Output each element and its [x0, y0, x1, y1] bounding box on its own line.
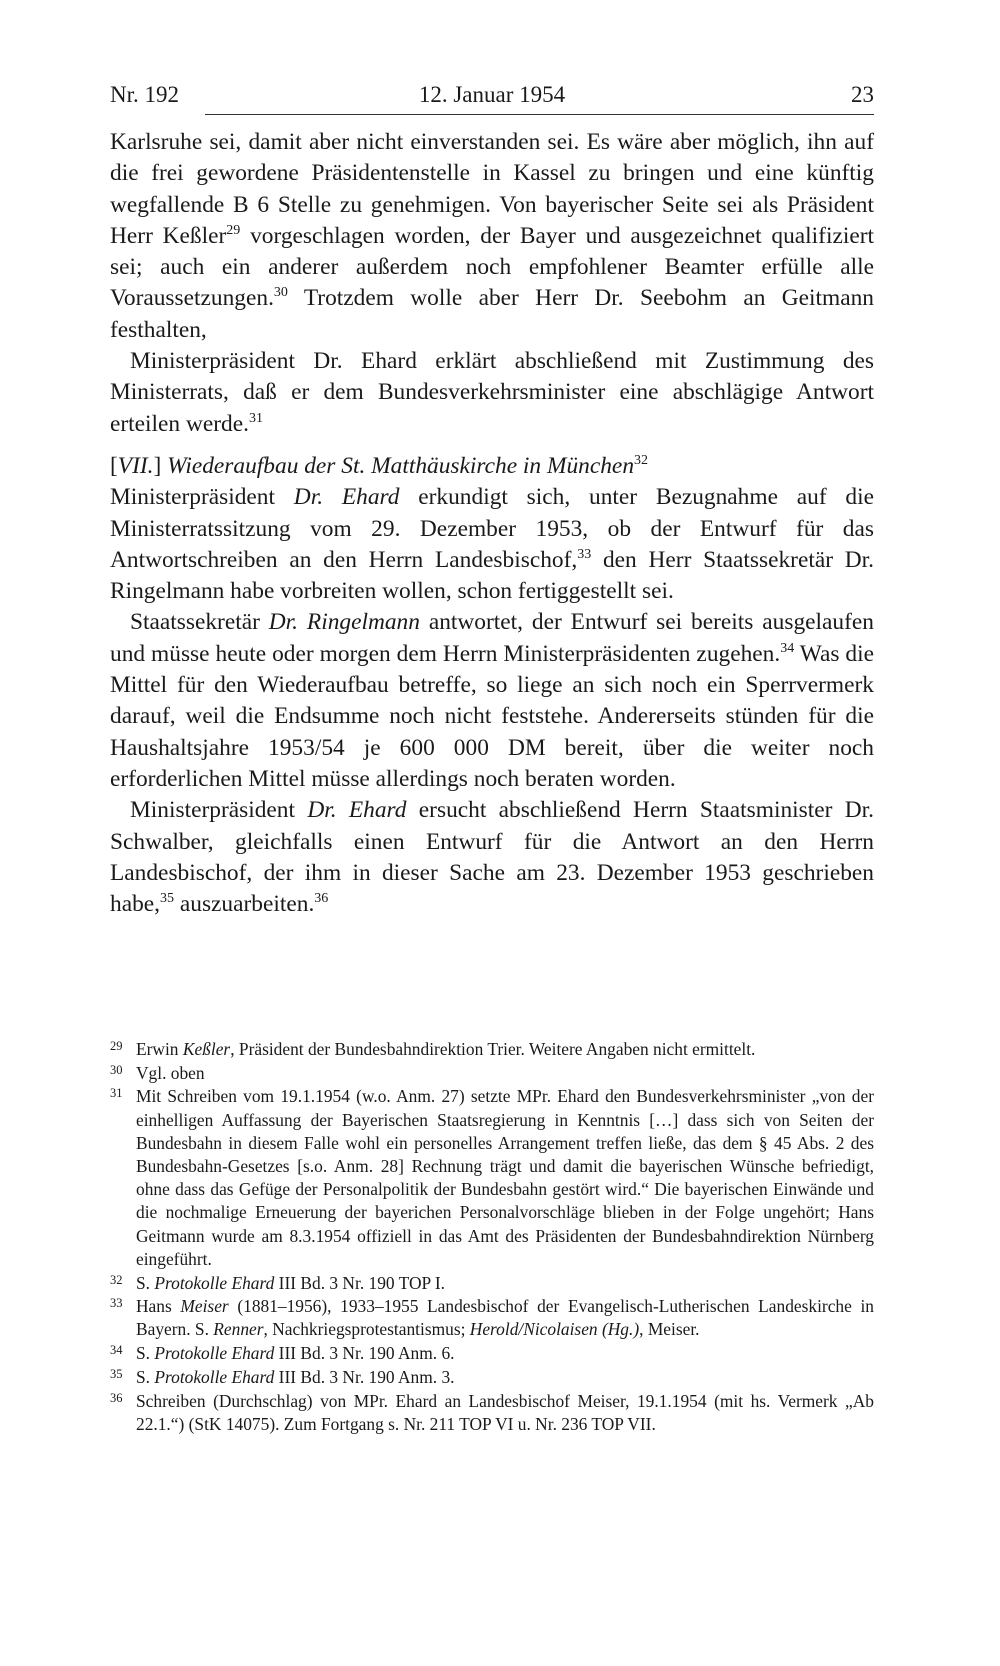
footnote-number: 31 — [110, 1086, 123, 1101]
text: Ministerpräsident — [110, 484, 294, 511]
text: vorgeschlagen worden, der Bayer und ausgezeichnet qualifiziert sei; auch ein anderer außerdem noch empfohlener Beamter erfülle alle Voraussetzungen. — [110, 222, 874, 312]
paragraph-4 — [110, 607, 874, 795]
text: antwortet, der Entwurf sei bereits ausgelaufen und müsse heute oder morgen dem Herrn Ministerpräsidenten zugehen. — [110, 609, 874, 667]
text: Ministerpräsident Dr. Ehard erklärt abschließend mit Zustimmung des Ministerrats, daß er dem Bundesverkehrsminister eine abschlägige Antwort erteilen werde. — [110, 348, 874, 437]
text: (1881–1956), 1933–1955 Landesbischof der Evangelisch-Lutherischen Landeskirche in Bayern. S. — [136, 1296, 874, 1340]
person-name: Meiser — [180, 1296, 229, 1317]
footnote-number: 36 — [110, 1390, 123, 1405]
section-number: VII. — [117, 452, 154, 479]
footnote-ref-32[interactable]: 32 — [634, 452, 649, 468]
footnote-ref-35[interactable]: 35 — [160, 891, 175, 907]
text: den Herr Staatssekretär Dr. Ringelmann habe vorbreiten wollen, schon fertiggestellt sei. — [110, 546, 874, 605]
document-number: Nr. 192 — [110, 82, 179, 107]
document-date: 12. Januar 1954 — [418, 82, 566, 107]
speaker-name: Dr. Ehard — [293, 484, 400, 511]
text: erkundigt sich, unter Bezugnahme auf die Ministerratssitzung vom 29. Dezember 1953, ob der Entwurf für das Antwortschreiben an den Herrn Landesbischof, — [110, 484, 874, 573]
section-heading — [110, 451, 874, 482]
footnote-30 — [110, 1062, 874, 1085]
main-text — [110, 127, 874, 920]
text: Schreiben (Durchschlag) von MPr. Ehard an Landesbischof Meiser, 19.1.1954 (mit hs. Vermerk „Ab 22.1.“) (StK 14075). Zum Fortgang s. Nr. 211 TOP VI u. Nr. 236 TOP VII. — [136, 1390, 874, 1434]
footnote-number: 32 — [110, 1272, 123, 1287]
bracket: [ — [110, 452, 118, 479]
source-title: Protokolle Ehard — [154, 1272, 275, 1293]
text: Hans — [136, 1296, 181, 1317]
page — [110, 80, 874, 920]
author-name: Renner — [213, 1319, 264, 1340]
text: Karlsruhe sei, damit aber nicht einverstanden sei. Es wäre aber möglich, ihn auf die frei gewordene Präsidentenstelle in Kassel zu bringen und eine künftig wegfallende B 6 Stelle zu genehmigen. Von bayerischer Seite sei als Präsident Herr Keßler — [110, 129, 874, 249]
person-name: Keßler — [182, 1039, 231, 1059]
text: Trotzdem wolle aber Herr Dr. Seebohm an Geitmann festhalten, — [110, 285, 874, 343]
text: Ministerpräsident — [130, 797, 308, 824]
bracket: ] — [153, 452, 168, 479]
source-title: Protokolle Ehard — [154, 1366, 275, 1387]
footnote-29 — [110, 1038, 874, 1061]
paragraph-3 — [110, 482, 874, 607]
text: III Bd. 3 Nr. 190 Anm. 3. — [274, 1366, 455, 1387]
footnote-ref-36[interactable]: 36 — [314, 891, 329, 907]
text: Was die Mittel für den Wiederaufbau betreffe, so liege an sich noch ein Sperrvermerk darauf, weil die Endsumme noch nicht feststehe. Andererseits stünden für die Haushaltsjahre 1953/54 je 600 000 DM bereit, über die weiter noch erforderlichen Mittel müsse allerdings noch beraten worden. — [110, 640, 874, 792]
footnote-31 — [110, 1085, 874, 1271]
footnote-ref-31[interactable]: 31 — [248, 410, 263, 426]
paragraph-1 — [110, 127, 874, 346]
source-title: Protokolle Ehard — [154, 1343, 275, 1364]
text: Mit Schreiben vom 19.1.1954 (w.o. Anm. 27) setzte MPr. Ehard den Bundesverkehrsminister „von der einhelligen Auffassung der Bayerischen Staatsregierung in Kenntnis […] dass sich von Seiten der Bundesbahn in diesem Falle wohl ein personelles Arrangement treffen ließe, das dem § 45 Abs. 2 des Bundesbahn-Gesetzes [s.o. Anm. 28] Rechnung trägt und damit die bayerischen Wünsche befriedigt, ohne dass das Gefüge der Personalpolitik der Bundesbahn gestört wird.“ Die bayerischen Einwände und die nochmalige Erneuerung der bayerichen Personalvorschläge blieben in der Folge ungehört; Hans Geitmann wurde am 8.3.1954 offiziell in das Amt des Präsidenten der Bundesbahndirektion Nürnberg eingeführt. — [136, 1086, 874, 1269]
speaker-name: Dr. Ringelmann — [268, 609, 420, 636]
footnote-32 — [110, 1272, 874, 1295]
footnotes — [110, 1038, 874, 1436]
footnote-ref-33[interactable]: 33 — [577, 546, 592, 562]
text: auszuarbeiten. — [174, 891, 315, 918]
speaker-name: Dr. Ehard — [307, 797, 407, 824]
running-header — [110, 80, 874, 116]
footnote-36 — [110, 1390, 874, 1436]
text: III Bd. 3 Nr. 190 Anm. 6. — [274, 1343, 455, 1364]
footnote-ref-30[interactable]: 30 — [273, 285, 288, 301]
footnote-ref-29[interactable]: 29 — [226, 222, 241, 238]
text: S. — [136, 1366, 155, 1387]
footnote-number: 34 — [110, 1343, 123, 1358]
footnote-number: 29 — [110, 1039, 123, 1053]
text: S. — [136, 1272, 155, 1293]
section-title: Wiederaufbau der St. Matthäuskirche in München — [167, 452, 635, 479]
text: , Nachkriegsprotestantismus; — [263, 1319, 470, 1340]
text: ersucht abschließend Herrn Staatsminister Dr. Schwalber, gleichfalls einen Entwurf für die Antwort an den Herrn Landesbischof, der ihm in dieser Sache am 23. Dezember 1953 geschrieben habe, — [110, 797, 874, 918]
footnote-number: 30 — [110, 1062, 123, 1077]
text: III Bd. 3 Nr. 190 TOP I. — [274, 1272, 446, 1293]
footnote-number: 35 — [110, 1366, 123, 1381]
footnote-34 — [110, 1342, 874, 1365]
text: S. — [136, 1343, 155, 1364]
paragraph-2 — [110, 346, 874, 440]
footnote-33 — [110, 1295, 874, 1341]
text: Vgl. oben — [136, 1062, 205, 1083]
footnote-number: 33 — [110, 1296, 123, 1311]
text: , Meiser. — [639, 1319, 700, 1340]
footnote-ref-34[interactable]: 34 — [780, 640, 795, 656]
text: Staatssekretär — [130, 609, 269, 636]
text: , Präsident der Bundesbahndirektion Trier. Weitere Angaben nicht ermittelt. — [230, 1039, 756, 1059]
paragraph-5 — [110, 795, 874, 920]
text: Erwin — [136, 1039, 183, 1059]
footnote-35 — [110, 1366, 874, 1389]
author-name: Herold/Nicolaisen (Hg.) — [469, 1319, 640, 1340]
header-rule — [205, 114, 874, 115]
page-number: 23 — [851, 82, 874, 107]
